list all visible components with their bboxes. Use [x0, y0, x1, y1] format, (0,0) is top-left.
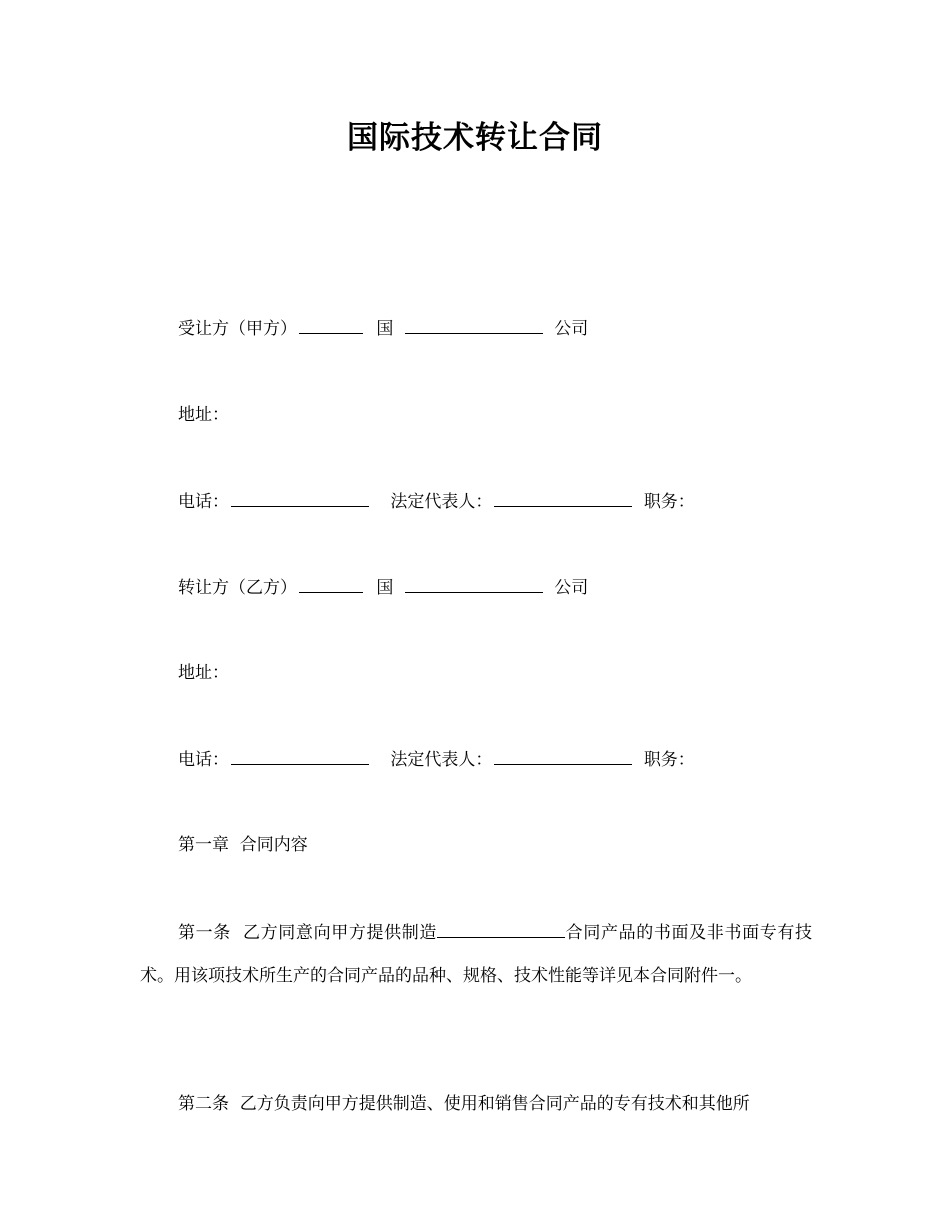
article-1-product-blank [437, 920, 565, 938]
party-b-phone-label: 电话： [178, 750, 229, 770]
party-a-line [178, 316, 588, 341]
party-b-country-label: 国 [376, 578, 394, 598]
party-a-company-blank [405, 316, 543, 334]
party-a-country-label: 国 [376, 319, 394, 339]
party-a-country-blank [299, 316, 363, 334]
article-2: 第二条 乙方负责向甲方提供制造、使用和销售合同产品的专有技术和其他所 [178, 1094, 750, 1114]
party-b-contact-line [178, 747, 695, 772]
party-b-phone-blank [231, 747, 369, 765]
party-a-address-label: 地址： [178, 405, 229, 425]
party-a-phone-label: 电话： [178, 492, 229, 512]
party-b-address-label: 地址： [178, 663, 229, 683]
party-a-contact-line [178, 489, 695, 514]
party-a-label: 受让方（甲方） [178, 319, 297, 339]
party-a-rep-blank [494, 489, 632, 507]
party-b-country-blank [299, 575, 363, 593]
document-title: 国际技术转让合同 [347, 120, 603, 156]
party-b-rep-blank [494, 747, 632, 765]
party-b-label: 转让方（乙方） [178, 578, 297, 598]
article-1-end: 合同产品的书面及非书面专有技术。用该项技术所生产的合同产品的品种、规格、技术性能等详见本合同附件一。 [140, 923, 813, 986]
party-b-company-label: 公司 [554, 578, 589, 598]
party-a-company-label: 公司 [554, 319, 589, 339]
party-b-position-label: 职务： [643, 750, 695, 770]
party-a-rep-label: 法定代表人： [390, 492, 493, 512]
chapter-1-heading: 第一章 合同内容 [178, 835, 308, 855]
party-b-company-blank [405, 575, 543, 593]
party-a-phone-blank [231, 489, 369, 507]
article-1 [140, 912, 812, 998]
party-b-address-line [178, 661, 229, 685]
article-1-start: 第一条 乙方同意向甲方提供制造 [178, 923, 438, 943]
party-b-rep-label: 法定代表人： [390, 750, 493, 770]
party-a-position-label: 职务： [643, 492, 695, 512]
party-a-address-line [178, 403, 229, 427]
party-b-line [178, 575, 588, 600]
